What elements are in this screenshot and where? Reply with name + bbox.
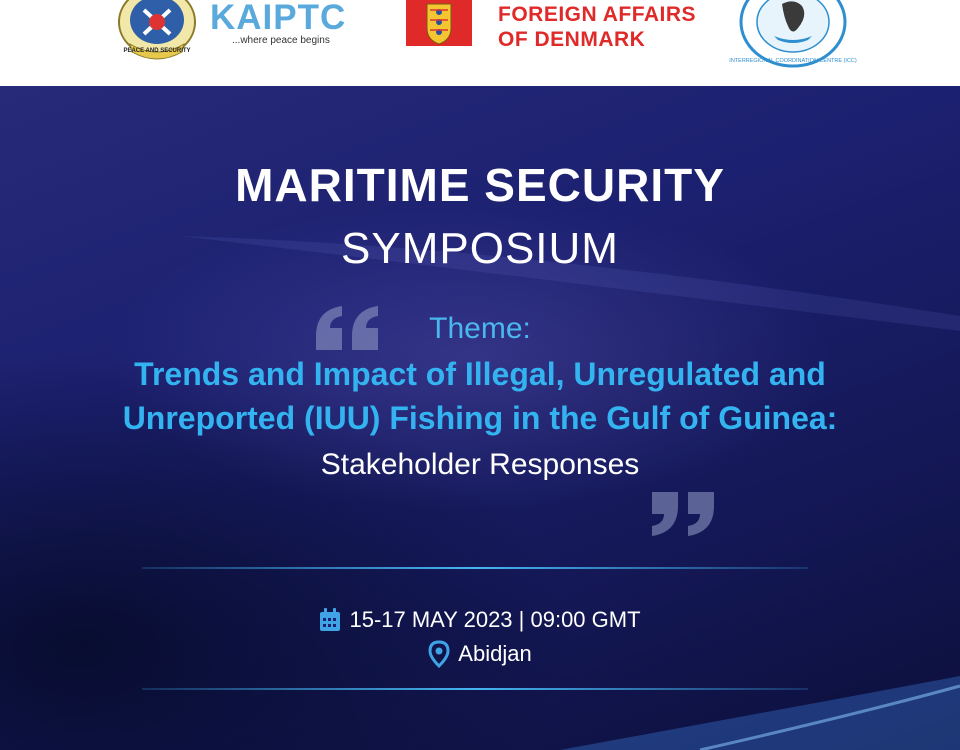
event-date-text: 15-17 MAY 2023 | 09:00 GMT	[349, 607, 641, 633]
kaiptc-logo: KAIPTC	[210, 0, 347, 37]
denmark-ministry-line2: OF DENMARK	[498, 28, 646, 51]
event-subtitle: SYMPOSIUM	[341, 224, 619, 273]
svg-text:PEACE AND SECURITY: PEACE AND SECURITY	[123, 48, 191, 54]
emblem-logo	[112, 0, 202, 62]
kaiptc-tagline: ...where peace begins	[232, 35, 330, 46]
calendar-icon	[319, 608, 341, 632]
icc-logo	[729, 0, 857, 72]
header-logo-bar	[0, 0, 960, 86]
svg-text:INTERREGIONAL COORDINATION CEN: INTERREGIONAL COORDINATION CENTRE (ICC)	[729, 58, 857, 64]
quote-close-icon	[646, 490, 718, 540]
event-date	[0, 606, 960, 633]
divider-bottom	[142, 688, 808, 690]
theme-line-2: Unreported (IUU) Fishing in the Gulf of Guinea:	[122, 400, 838, 436]
danish-coat-of-arms	[406, 0, 472, 46]
divider-top	[142, 567, 808, 569]
event-location-text: Abidjan	[458, 641, 532, 667]
denmark-ministry-line1: FOREIGN AFFAIRS	[498, 3, 697, 26]
poster-banner	[0, 86, 960, 750]
theme-line-1: Trends and Impact of Illegal, Unregulated and	[134, 356, 826, 392]
location-pin-icon	[428, 641, 450, 667]
theme-line-3: Stakeholder Responses	[320, 448, 640, 481]
event-location	[0, 640, 960, 667]
event-title: MARITIME SECURITY	[235, 159, 725, 211]
theme-label: Theme:	[429, 312, 531, 345]
